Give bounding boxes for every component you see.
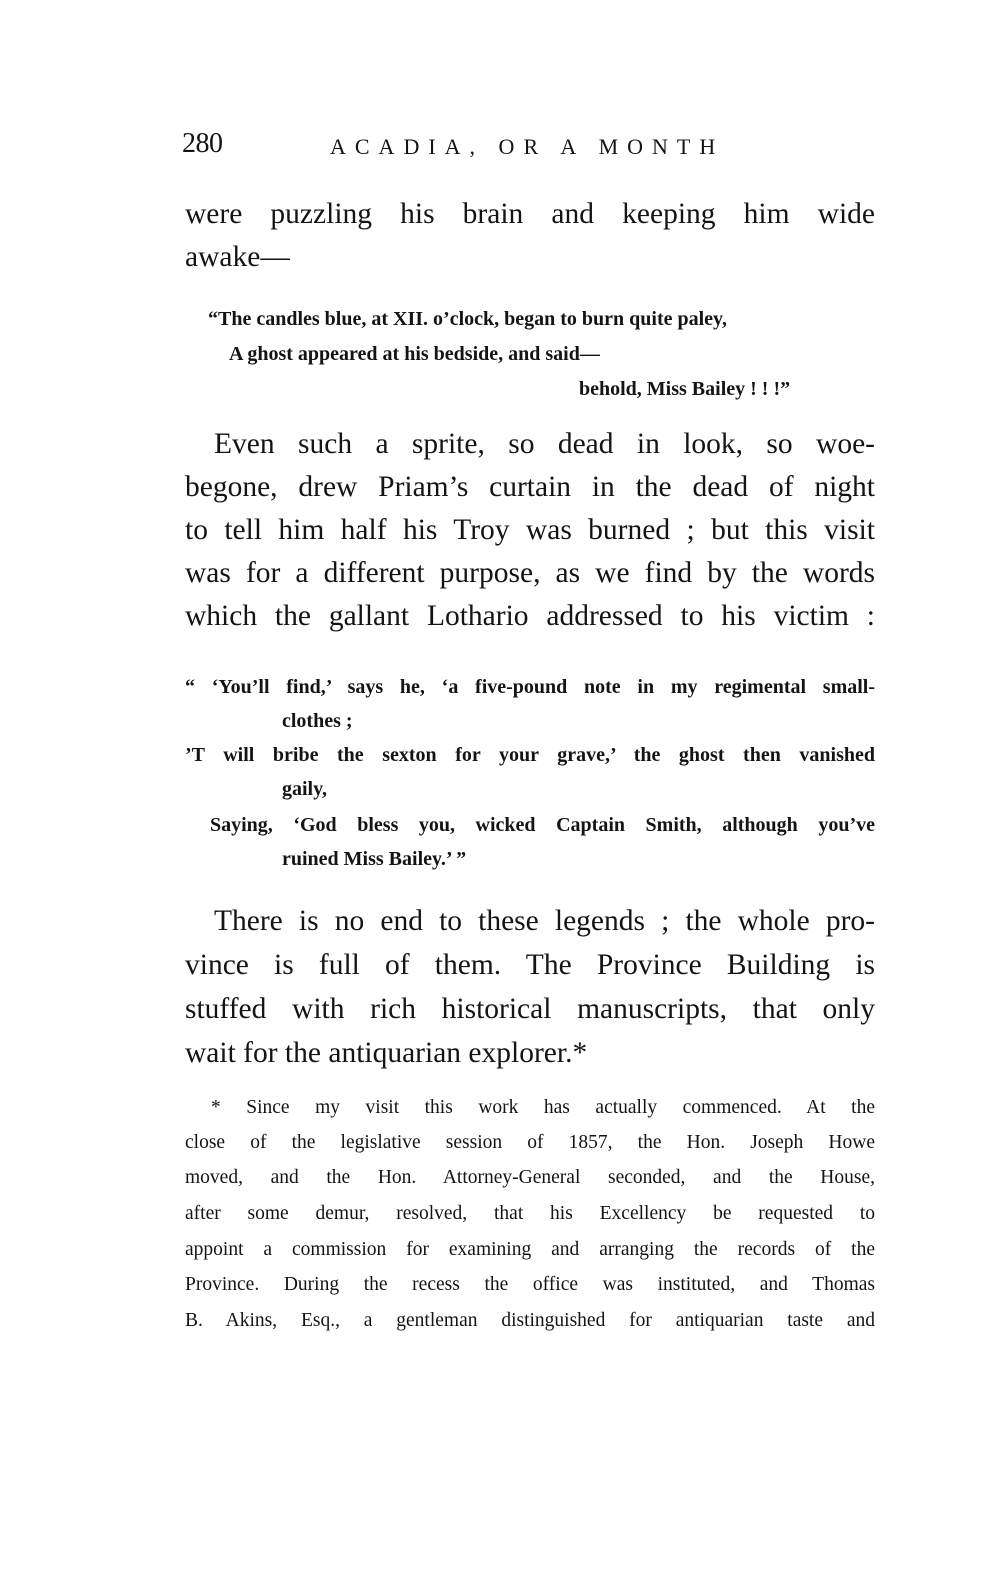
verse-line: Saying, ‘God bless you, wicked Captain Smith, although you’ve xyxy=(210,814,875,836)
running-head: ACADIA, OR A MONTH xyxy=(330,134,725,159)
text-line: was for a different purpose, as we find by the words xyxy=(185,557,875,589)
verse-line: ruined Miss Bailey.’ ” xyxy=(282,848,467,870)
verse-line: ’T will bribe the sexton for your grave,’ the ghost then vanished xyxy=(185,744,875,766)
text-line: to tell him half his Troy was burned ; but this visit xyxy=(185,514,875,546)
text-line: stuffed with rich historical manuscripts, that only xyxy=(185,993,875,1025)
text-line: which the gallant Lothario addressed to his victim : xyxy=(185,600,875,632)
text-line: vince is full of them. The Province Building is xyxy=(185,949,875,981)
footnote-line: after some demur, resolved, that his Excellency be requested to xyxy=(185,1203,875,1224)
footnote-line: Province. During the recess the office was instituted, and Thomas xyxy=(185,1274,875,1295)
verse-line: gaily, xyxy=(282,778,328,800)
footnote-line: B. Akins, Esq., a gentleman distinguished for antiquarian taste and xyxy=(185,1310,875,1331)
verse-line: “The candles blue, at XII. o’clock, began to burn quite paley, xyxy=(208,308,727,330)
text-line: begone, drew Priam’s curtain in the dead of night xyxy=(185,471,875,503)
footnote-line: * Since my visit this work has actually commenced. At the xyxy=(211,1097,875,1118)
footnote-line: close of the legislative session of 1857, the Hon. Joseph Howe xyxy=(185,1132,875,1153)
text-line: wait for the antiquarian explorer.* xyxy=(185,1037,588,1069)
text-line: Even such a sprite, so dead in look, so woe- xyxy=(214,428,875,460)
verse-line: “ ‘You’ll find,’ says he, ‘a five-pound note in my regimental small- xyxy=(185,676,875,698)
text-line: awake— xyxy=(185,241,290,273)
text-line: were puzzling his brain and keeping him wide xyxy=(185,198,875,230)
verse-line: behold, Miss Bailey ! ! !” xyxy=(579,378,791,400)
verse-line: A ghost appeared at his bedside, and said— xyxy=(229,343,600,365)
footnote-line: appoint a commission for examining and arranging the records of the xyxy=(185,1239,875,1260)
verse-line: clothes ; xyxy=(282,710,353,732)
footnote-line: moved, and the Hon. Attorney-General seconded, and the House, xyxy=(185,1167,875,1188)
text-line: There is no end to these legends ; the whole pro- xyxy=(214,905,875,937)
page-number: 280 xyxy=(182,128,223,159)
